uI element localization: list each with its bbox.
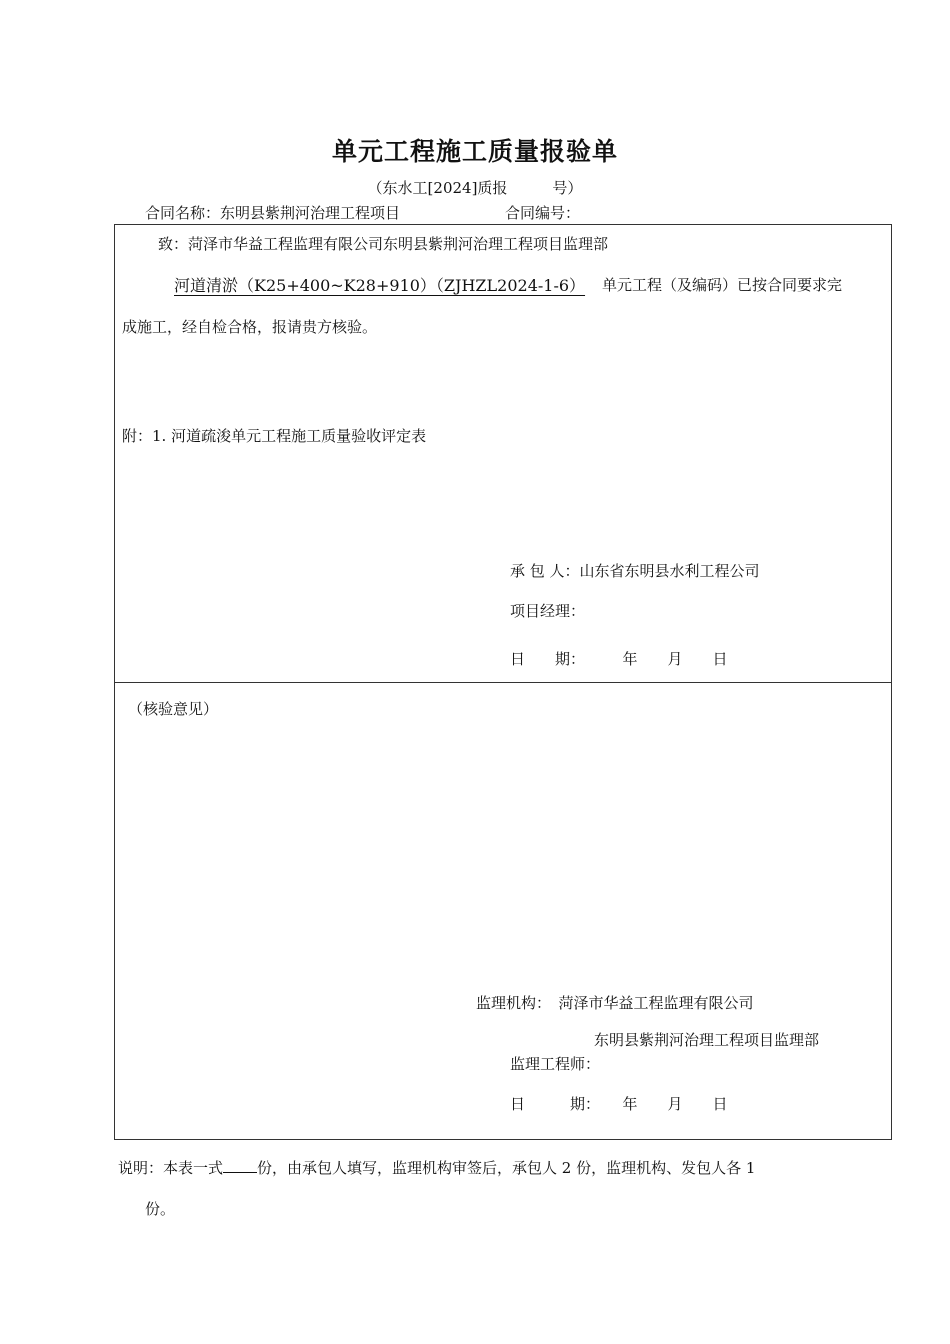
footnote-prefix: 说明：本表一式 (118, 1159, 224, 1177)
footnote-line2: 份。 (145, 1200, 176, 1218)
project-manager: 项目经理： (510, 602, 586, 620)
unit-project-suffix: 单元工程（及编码）已按合同要求完 (602, 276, 843, 294)
review-opinion-label: （核验意见） (128, 700, 219, 718)
review-date: 日 期： 年 月 日 (510, 1095, 728, 1113)
unit-project-name: 河道清淤（K25+400~K28+910）（ZJHZL2024-1-6） (174, 276, 586, 295)
addressee: 致：菏泽市华益工程监理有限公司东明县紫荆河治理工程项目监理部 (158, 235, 609, 253)
supervision-engineer: 监理工程师： (510, 1055, 601, 1073)
copies-blank (223, 1158, 257, 1173)
report-number: （东水工[2024]质报 号） (367, 179, 583, 197)
supervision-department: 东明县紫荆河治理工程项目监理部 (594, 1031, 820, 1049)
contractor: 承 包 人：山东省东明县水利工程公司 (510, 562, 760, 580)
contract-number: 合同编号： (505, 204, 581, 222)
review-section (114, 682, 892, 1140)
contractor-date: 日 期： 年 月 日 (510, 650, 728, 668)
footnote (118, 1157, 755, 1178)
supervision-agency: 监理机构： 菏泽市华益工程监理有限公司 (476, 994, 754, 1012)
completion-statement: 成施工，经自检合格，报请贵方核验。 (122, 318, 378, 336)
footnote-suffix: 份，由承包人填写，监理机构审签后，承包人 2 份，监理机构、发包人各 1 (257, 1159, 756, 1177)
contract-name: 合同名称：东明县紫荆河治理工程项目 (145, 204, 401, 222)
page-title: 单元工程施工质量报验单 (331, 137, 618, 166)
attachment-list: 附：1. 河道疏浚单元工程施工质量验收评定表 (122, 427, 427, 445)
